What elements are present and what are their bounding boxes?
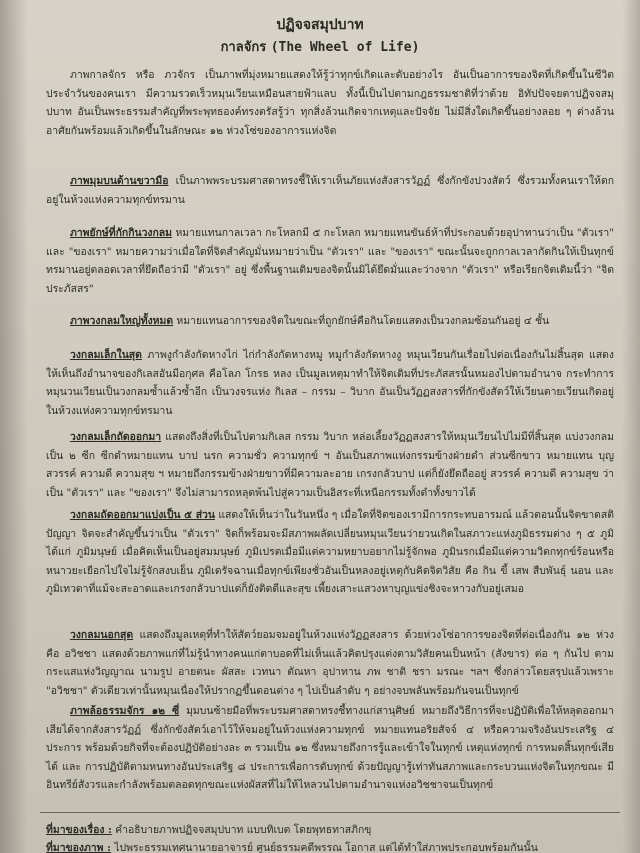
document-title: ปฏิจจสมุปบาท xyxy=(276,17,364,33)
page-shadow-left xyxy=(0,0,28,853)
paragraph-heading: ภาพมุมบนด้านขวามือ xyxy=(70,175,169,187)
paragraph-text: หมายแทนอาการของจิตในขณะที่ถูกยักษ์คือกินโดยแสดงเป็นวงกลมซ้อนกันอยู่ ๔ ชั้น xyxy=(176,315,550,327)
footer-image-source xyxy=(46,840,616,853)
paragraph-text: มุมบนซ้ายมือที่พระบรมศาสดาทรงชี้ทางแก่สานุศิษย์ หมายถึงวิธีการที่จะปฏิบัติเพื่อให้หลุดออกมาเสียได้จากสังสารวัฏฏ์ ซึ่งกักขังสัตว์เอาไว้ให้จมอยู่ในห้วงแห่งความทุกข์ หมายแทนอริยสัจจ์ ๔ หรือความจริงอันประเสริฐ ๔ ประการ พร้อมด้วยกิจที่จะต้องปฏิบัติอย่างละ ๓ รวมเป็น ๑๒ ซึ่งหมายถึงการรู้และเข้าใจในทุกข์ เหตุแห่งทุกข์ การหมดสิ้นทุกข์เสียได้ และ การปฏิบัติตามหนทางอันประเสริฐ ๘ ประการเพื่อการดับทุกข์ ด้วยปัญญารู้เท่าทันสภาพและกระบวนแห่งจิตในทุกขณะ มีอินทรีย์สังวรและกำลังพร้อมตลอดทุกขณะแห่งผัสสที่ไม่ให้ไหลวนไปตามอำนาจแห่งอวิชชาจนเป็นทุกข์ xyxy=(46,705,614,791)
paragraph-big-circle xyxy=(46,312,614,331)
paragraph-heading: วงกลมเล็กถัดออกมา xyxy=(70,431,162,443)
paragraph-intro xyxy=(46,66,614,140)
page-shadow-right xyxy=(622,0,640,853)
subtitle-thai: กาลจักร xyxy=(220,40,267,55)
paragraph-second-circle xyxy=(46,428,614,502)
footer-image-text: ไปพระธรรมเทศนานายอาจารย์ ศูนย์ธรรมคดีพรรณ โอกาส แต่ได้ทำใส่ภาพประกอบพร้อมกันนั้น xyxy=(114,842,538,853)
footer-source xyxy=(46,822,616,838)
paragraph-inner-circle xyxy=(46,346,614,420)
paragraph-text: ภาพกาลจักร หรือ ภวจักร เป็นภาพที่มุ่งหมายแสดงให้รู้ว่าทุกข์เกิดและดับอย่างไร อันเป็นอาการของจิตที่เกิดขึ้นในชีวิตประจำวันของคนเรา มีความรวดเร็วหมุนเวียนเหมือนสายฟ้าแลบ ทั้งนี้เป็นไปตามกฎธรรมชาติที่ว่าด้วย อิทัปปัจจยตาปฏิจจสมุปบาท อันเป็นพระธรรมสำคัญที่พระพุทธองค์ทรงตรัสรู้ว่า ทุกสิ่งล้วนเกิดจากเหตุและปัจจัย ไม่มีสิ่งใดเกิดขึ้นอย่างลอย ๆ ต่างล้วนอาศัยกันพร้อมแล้วเกิดขึ้นในลักษณะ ๑๒ ห่วงโซ่ของอาการแห่งจิต xyxy=(46,69,614,137)
paragraph-heading: ภาพยักษ์ที่กักกินวงกลม xyxy=(70,227,173,239)
paragraph-heading: ภาพวงกลมใหญ่ทั้งหมด xyxy=(70,315,174,327)
paragraph-heading: วงกลมถัดออกมาแบ่งเป็น ๕ ส่วน xyxy=(70,509,215,521)
paragraph-five-realms-circle xyxy=(46,506,614,599)
paragraph-text: เป็นภาพพระบรมศาสดาทรงชี้ให้เราเห็นภัยแห่งสังสารวัฏฏ์ ซึ่งกักขังปวงสัตว์ ซึ่งรวมทั้งคนเราให้ตกอยู่ในห้วงแห่งความทุกข์ทรมาน xyxy=(46,175,614,206)
footer-source-label: ที่มาของเรื่อง : xyxy=(46,824,112,836)
paragraph-text: แสดงให้เห็นว่าในวันหนึ่ง ๆ เมื่อใดที่จิตของเรามีการกระทบอารมณ์ แล้วตอนนั้นจิตขาดสติปัญญา จิตจะสำคัญขึ้นว่าเป็น "ตัวเรา" จิตก็พร้อมจะมีสภาพผลัดเปลี่ยนหมุนเวียนว่ายวนเกิดในสภาวะแห่งภูมิธรรมต่าง ๆ ๕ ภูมิ ได้แก่ ภูมิมนุษย์ เมื่อคิดเห็นเป็นอยู่สมมนุษย์ ภูมิเปรตเมื่อมีแต่ความหยาบอยากไม่รู้จักพอ ภูมินรกเมื่อมีแต่ความวิตกทุกข์ร้อนหรือหนาวยะเยือกไปใจไม่รู้จักสงบเย็น ภูมิเดรัจฉานเมื่อทุกข์เพียงชั่วอันเป็นหลงอยู่เหตุกับคิดจิตวิสัย คือ กิน ขี้ เสพ สืบพันธุ์ นอน และภูมิเทวดาที่แม้จะสะอาดและเกรงกลัวบาปแต่ก็ยังติดดีและสุข เพี้ยงเสาะแสวงหาบุญแข่งชิงจะหาวงกับอยู่เสมอ xyxy=(46,509,615,595)
paragraph-demon-image xyxy=(46,224,614,298)
footer-divider xyxy=(40,812,620,813)
paragraph-outer-circle xyxy=(46,626,614,700)
paragraph-dharma-wheel xyxy=(46,702,614,795)
paragraph-top-right-image xyxy=(46,172,614,209)
footer-image-label: ที่มาของภาพ : xyxy=(46,842,111,853)
paragraph-heading: วงกลมนอกสุด xyxy=(70,629,134,641)
paragraph-text: แสดงถึงสิ่งที่เป็นไปตามกิเลส กรรม วิบาก หล่อเลี้ยงวัฏฏสงสารให้หมุนเวียนไปไม่มีที่สิ้นสุด แบ่งวงกลมเป็น ๒ ซีก ซีกดำหมายแทน บาป นรก ความชั่ว ความทุกข์ ฯ อันเป็นสภาพแห่งกรรมข้างฝ่ายดำ ส่วนซีกขาว หมายแทน บุญ สวรรค์ ความดี ความสุข ฯ หมายถึงกรรมข้างฝ่ายขาวที่มีความละอาย เกรงกลัวบาป แต่ก็ยังยึดถืออยู่ สวรรค์ ความดี ความสุข ว่าเป็น "ตัวเรา" และ "ของเรา" จึงไม่สามารถหลุดพ้นไปสู่ความเป็นอิสระที่เหนือกรรมทั้งดำทั้งขาวได้ xyxy=(46,431,614,499)
paragraph-text: ภาพงูกำลังกัดหางไก่ ไก่กำลังกัดหางหมู หมูกำลังกัดหางงู หมุนเวียนกันเรื่อยไปต่อเนื่องกันไม่สิ้นสุด แสดงให้เห็นถึงอำนาจของกิเลสอันมีอกุศล คือโลภ โกรธ หลง เป็นมูลเหตุมาทำให้จิตเดิมที่ประภัสสรนั้นหมองไปตามอำนาจ กระทำการหมุนวนเวียนเป็นวงกลมซ้ำแล้วซ้ำอีก เป็นวงจรแห่ง กิเลส – กรรม – วิบาก อันเป็นวัฏฏสงสารที่กักขังสัตว์ให้เวียนตายเวียนเกิดอยู่ในห้วงแห่งความทุกข์ทรมาน xyxy=(46,349,614,417)
paragraph-heading: ภาพล้อธรรมจักร ๑๒ ซี่ xyxy=(70,705,180,717)
footer-source-text: คำอธิบายภาพปฏิจจสมุปบาท แบบทิเบต โดยพุทธทาสภิกขุ xyxy=(115,824,372,836)
subtitle-english: (The Wheel of Life) xyxy=(270,40,420,55)
paragraph-heading: วงกลมเล็กในสุด xyxy=(70,349,142,361)
paragraph-text: หมายแทนกาลเวลา กะโหลกมี ๕ กะโหลก หมายแทนขันธ์ห้าที่ประกอบด้วยอุปาทานว่าเป็น "ตัวเรา" และ "ของเรา" หมายความว่าเมื่อใดที่จิตสำคัญมั่นหมายว่าเป็น "ตัวเรา" และ "ของเรา" ขณะนั้นจะถูกกาลเวลากัดกินให้เป็นทุกข์ทรมานอยู่ตลอดเวลาที่ยึดถือว่ามี "ตัวเรา" อยู่ ซึ่งพื้นฐานเดิมของจิตนั้นมิได้ยึดมั่นและว่างจาก "ตัวเรา" หรือเรียกจิตเดิมนี้ว่า "จิตประภัสสร" xyxy=(46,227,614,295)
document-subtitle xyxy=(0,36,640,57)
paragraph-text: แสดงถึงมูลเหตุที่ทำให้สัตว์ยอมจมอยู่ในห้วงแห่งวัฏฏสงสาร ด้วยห่วงโซ่อาการของจิตที่ต่อเนื่องกัน ๑๒ ห่วง คือ อวิชชา แสดงด้วยภาพแก่ที่ไม่รู้นำทางคนแก่ตาบอดที่ไม่เห็นแล้วคิดปรุงแต่งตามวิสัยคนเป็นหน้า (สังขาร) ต่อ ๆ กันไป ตามกระแสแห่งวิญญาณ นามรูป อายตนะ ผัสสะ เวทนา ตัณหา อุปาทาน ภพ ชาติ ชรา มรณะ ฯลฯ ซึ่งกล่าวโดยสรุปแล้วเพราะ "อวิชชา" ตัวเดียวเท่านั้นหมุนเนื่องให้ปรากฏขึ้นตอนต่าง ๆ ไปเป็นลำดับ ๆ อย่างจบพลันพร้อมกันจนเป็นทุกข์ xyxy=(46,629,614,697)
